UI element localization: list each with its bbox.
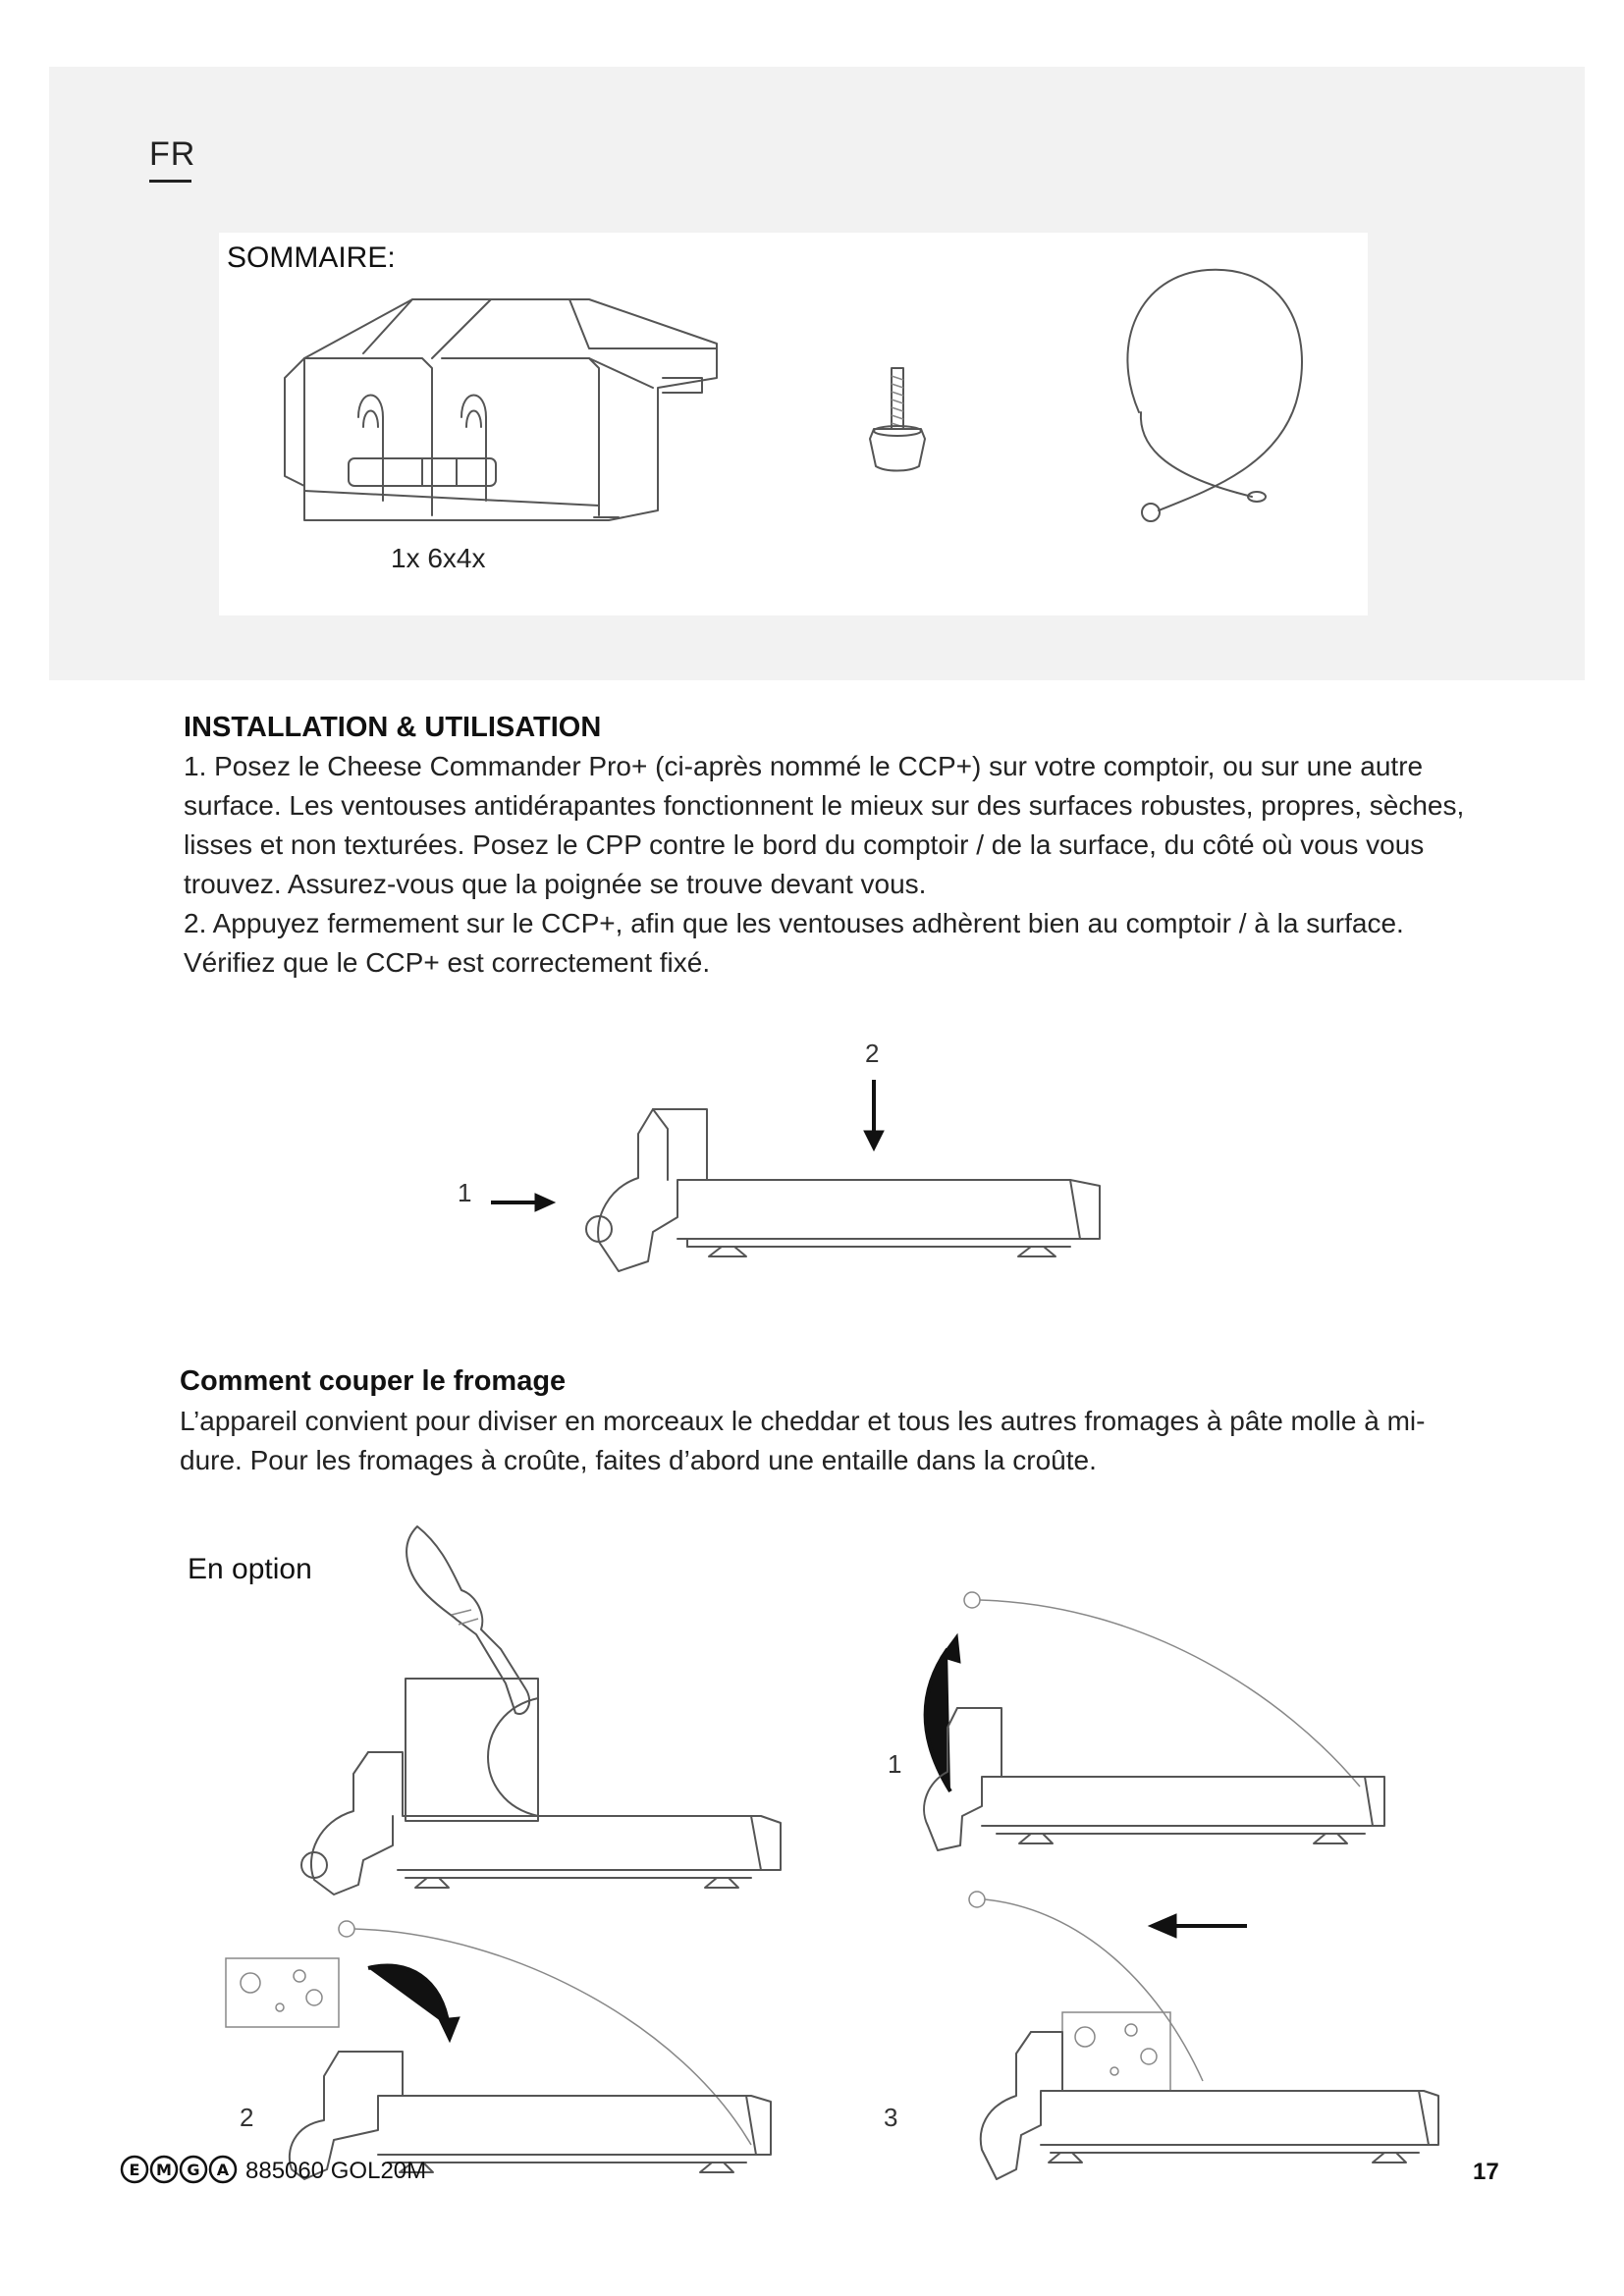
cutting-title: Comment couper le fromage [180,1365,567,1397]
installation-step-2-text: 2. Appuyez fermement sur le CCP+, afin que les ventouses adhèrent bien au comptoir / à la surface. Vérifiez que le CCP+ est correctement fixé. [184,908,1404,978]
cutting-step-3-label: 3 [884,2103,898,2132]
language-code: FR [149,135,196,173]
push-down-arrow-icon-head [864,1131,884,1150]
installation-title: INSTALLATION & UTILISATION [184,712,602,743]
cutting-step-2-label: 2 [240,2103,254,2132]
cutting-step-3-illustration [923,1885,1453,2179]
installation-step-1-text: 1. Posez le Cheese Commander Pro+ (ci-après nommé le CCP+) sur votre comptoir, ou sur une autre surface. Les ventouses antidérapantes fonctionnent le mieux sur des surfaces robustes, propres, sèches, lisses et non texturées. Posez le CPP contre le bord du comptoir / de la surface, du côté où vous vous trouvez. Assurez-vous que la poignée se trouve devant vous. [184,751,1465,899]
cutting-wire-illustration [1119,265,1316,530]
cutting-step-1-label: 1 [888,1749,902,1779]
installation-diagram-label-1: 1 [458,1178,472,1207]
cutting-step-2-illustration [221,1919,790,2184]
product-code: 885060 GOL20M [245,2158,427,2184]
option-label: En option [188,1553,312,1585]
cutting-step-1-illustration [903,1580,1404,1855]
optional-knife-illustration [280,1517,790,1895]
installation-diagram-label-2: 2 [865,1039,880,1068]
language-underline [149,180,191,183]
logo-letter-g: G [187,2161,200,2179]
slide-right-arrow-icon-head [535,1194,555,1211]
logo-letter-a: A [216,2161,230,2179]
installation-diagram [481,1070,1110,1276]
cheese-slicer-device-illustration [265,290,727,535]
brand-logo [120,2153,238,2186]
logo-letter-e: E [129,2161,140,2179]
contents-quantity-label: 1x 6x4x [391,543,486,573]
installation-text [184,747,1470,983]
screw-foot-illustration [864,368,933,476]
cutting-text: L’appareil convient pour diviser en morceaux le cheddar et tous les autres fromages à pâte molle à mi-dure. Pour les fromages à croûte, faites d’abord une entaille dans la croûte. [180,1406,1426,1475]
page-number: 17 [1473,2159,1499,2185]
logo-letter-m: M [156,2161,172,2179]
contents-title: SOMMAIRE: [227,241,396,274]
